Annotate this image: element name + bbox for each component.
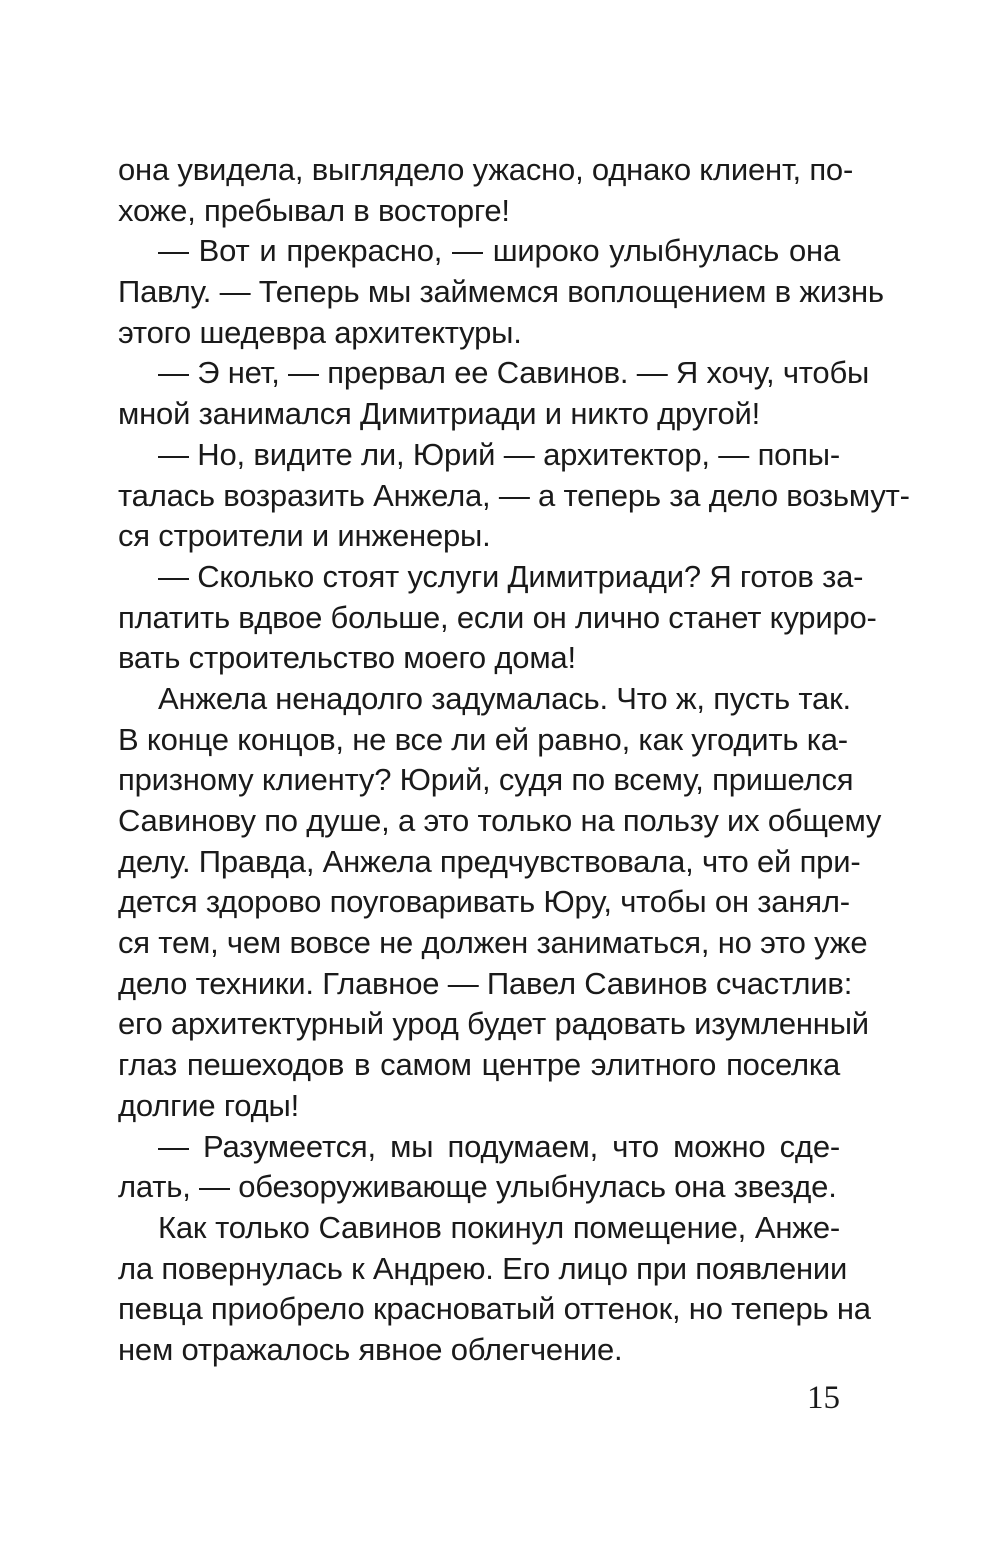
text-line: хоже, пребывал в восторге! — [118, 192, 510, 228]
text-line: призному клиенту? Юрий, судя по всему, пришелся — [118, 762, 854, 798]
text-line: мной занимался Димитриади и никто другой! — [118, 396, 761, 432]
text-line: нем отражалось явное облегчение. — [118, 1331, 623, 1367]
text-line: глаз пешеходов в самом центре элитного поселка — [118, 1047, 840, 1083]
text-line: долгие годы! — [118, 1087, 299, 1123]
text-line: ла повернулась к Андрею. Его лицо при появлении — [118, 1250, 848, 1286]
text-line: его архитектурный урод будет радовать изумленный — [118, 1006, 869, 1042]
text-line: дело техники. Главное — Павел Савинов счастлив: — [118, 965, 853, 1001]
text-line: лать, — обезоруживающе улыбнулась она звезде. — [118, 1169, 837, 1205]
text-line: Павлу. — Теперь мы займемся воплощением в жизнь — [118, 274, 884, 310]
text-line: Как только Савинов покинул помещение, Анже- — [158, 1209, 840, 1245]
text-line: Анжела ненадолго задумалась. Что ж, пусть так. — [158, 680, 851, 716]
text-line: делу. Правда, Анжела предчувствовала, что ей при- — [118, 843, 861, 879]
text-line: В конце концов, не все ли ей равно, как угодить ка- — [118, 721, 848, 757]
text-line: этого шедевра архитектуры. — [118, 314, 522, 350]
text-line: — Но, видите ли, Юрий — архитектор, — попы- — [158, 436, 840, 472]
text-line: дется здорово поуговаривать Юру, чтобы он занял- — [118, 884, 850, 920]
text-line: — Э нет, — прервал ее Савинов. — Я хочу, чтобы — [158, 355, 870, 391]
text-line: — Сколько стоят услуги Димитриади? Я готов за- — [158, 558, 864, 594]
text-line: ся тем, чем вовсе не должен заниматься, но это уже — [118, 925, 868, 961]
text-line: ся строители и инженеры. — [118, 518, 491, 554]
text-line: вать строительство моего дома! — [118, 640, 576, 676]
text-line: платить вдвое больше, если он лично станет куриро- — [118, 599, 877, 635]
text-line: — Разумеется, мы подумаем, что можно сде- — [158, 1128, 840, 1164]
text-line: Савинову по душе, а это только на пользу их общему — [118, 803, 882, 838]
page-body — [118, 150, 910, 1450]
page-number: 15 — [807, 1380, 840, 1416]
text-line: певца приобрело красноватый оттенок, но теперь на — [118, 1291, 871, 1327]
text-line: она увидела, выглядело ужасно, однако клиент, по- — [118, 152, 854, 187]
text-line: — Вот и прекрасно, — широко улыбнулась она — [158, 233, 840, 269]
text-line: талась возразить Анжела, — а теперь за дело возьмут- — [118, 477, 910, 513]
